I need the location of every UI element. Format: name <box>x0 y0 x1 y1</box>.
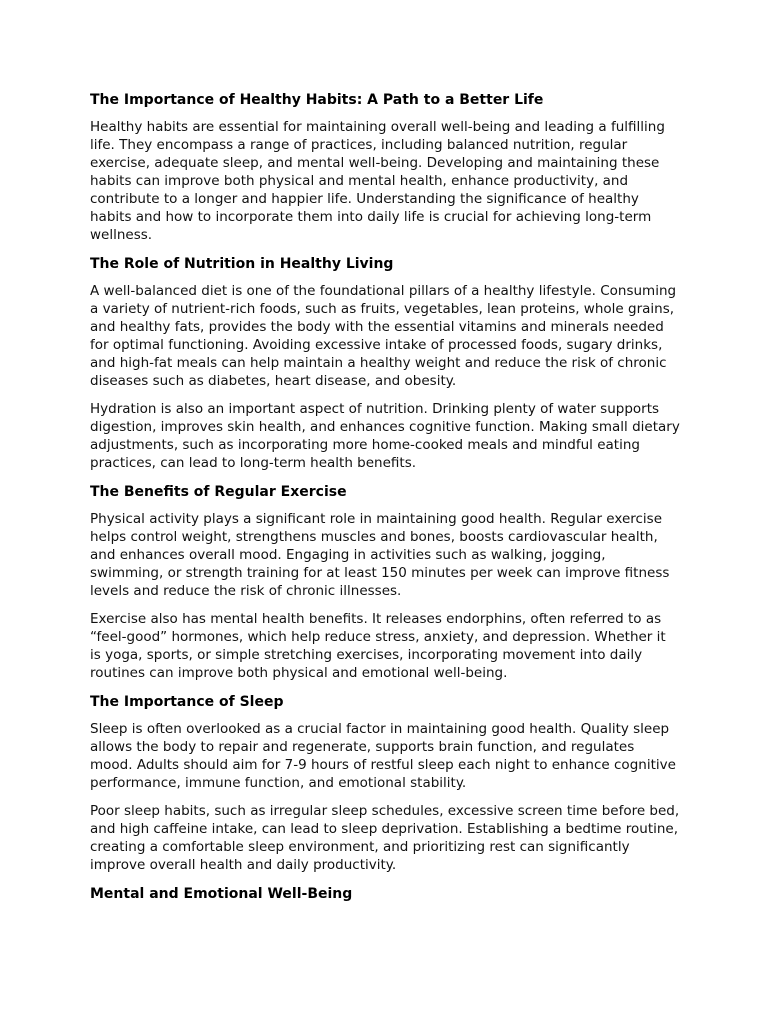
intro-paragraph: Healthy habits are essential for maintaining overall well-being and leading a fulfilling life. They encompass a range of practices, including balanced nutrition, regular exercise, adequate sleep, and mental well-being. Developing and maintaining these habits can improve both physical and mental health, enhance productivity, and contribute to a longer and happier life. Understanding the significance of healthy habits and how to incorporate them into daily life is crucial for achieving long-term wellness. <box>90 119 665 243</box>
document-body <box>90 90 680 912</box>
sleep-paragraph-2: Poor sleep habits, such as irregular sleep schedules, excessive screen time before bed, and high caffeine intake, can lead to sleep deprivation. Establishing a bedtime routine, creating a comfortable sleep environment, and prioritizing rest can significantly improve overall health and daily productivity. <box>90 803 680 873</box>
section-heading-mental-wellbeing: Mental and Emotional Well-Being <box>90 886 353 902</box>
sleep-paragraph-1: Sleep is often overlooked as a crucial factor in maintaining good health. Quality sleep allows the body to repair and regenerate, supports brain function, and regulates mood. Adults should aim for 7-9 hours of restful sleep each night to enhance cognitive performance, immune function, and emotional stability. <box>90 721 676 791</box>
exercise-paragraph-2: Exercise also has mental health benefits. It releases endorphins, often referred to as “feel-good” hormones, which help reduce stress, anxiety, and depression. Whether it is yoga, sports, or simple stretching exercises, incorporating movement into daily routines can improve both physical and emotional well-being. <box>90 611 666 681</box>
section-heading-nutrition: The Role of Nutrition in Healthy Living <box>90 256 394 272</box>
exercise-paragraph-1: Physical activity plays a significant role in maintaining good health. Regular exercise helps control weight, strengthens muscles and bones, boosts cardiovascular health, and enhances overall mood. Engaging in activities such as walking, jogging, swimming, or strength training for at least 150 minutes per week can improve fitness levels and reduce the risk of chronic illnesses. <box>90 511 670 599</box>
nutrition-paragraph-2: Hydration is also an important aspect of nutrition. Drinking plenty of water supports digestion, improves skin health, and enhances cognitive function. Making small dietary adjustments, such as incorporating more home-cooked meals and mindful eating practices, can lead to long-term health benefits. <box>90 401 680 471</box>
section-heading-sleep: The Importance of Sleep <box>90 694 284 710</box>
nutrition-paragraph-1: A well-balanced diet is one of the foundational pillars of a healthy lifestyle. Consuming a variety of nutrient-rich foods, such as fruits, vegetables, lean proteins, whole grains, and healthy fats, provides the body with the essential vitamins and minerals needed for optimal functioning. Avoiding excessive intake of processed foods, sugary drinks, and high-fat meals can help maintain a healthy weight and reduce the risk of chronic diseases such as diabetes, heart disease, and obesity. <box>90 283 677 389</box>
section-heading-exercise: The Benefits of Regular Exercise <box>90 484 347 500</box>
document-title: The Importance of Healthy Habits: A Path to a Better Life <box>90 92 544 108</box>
